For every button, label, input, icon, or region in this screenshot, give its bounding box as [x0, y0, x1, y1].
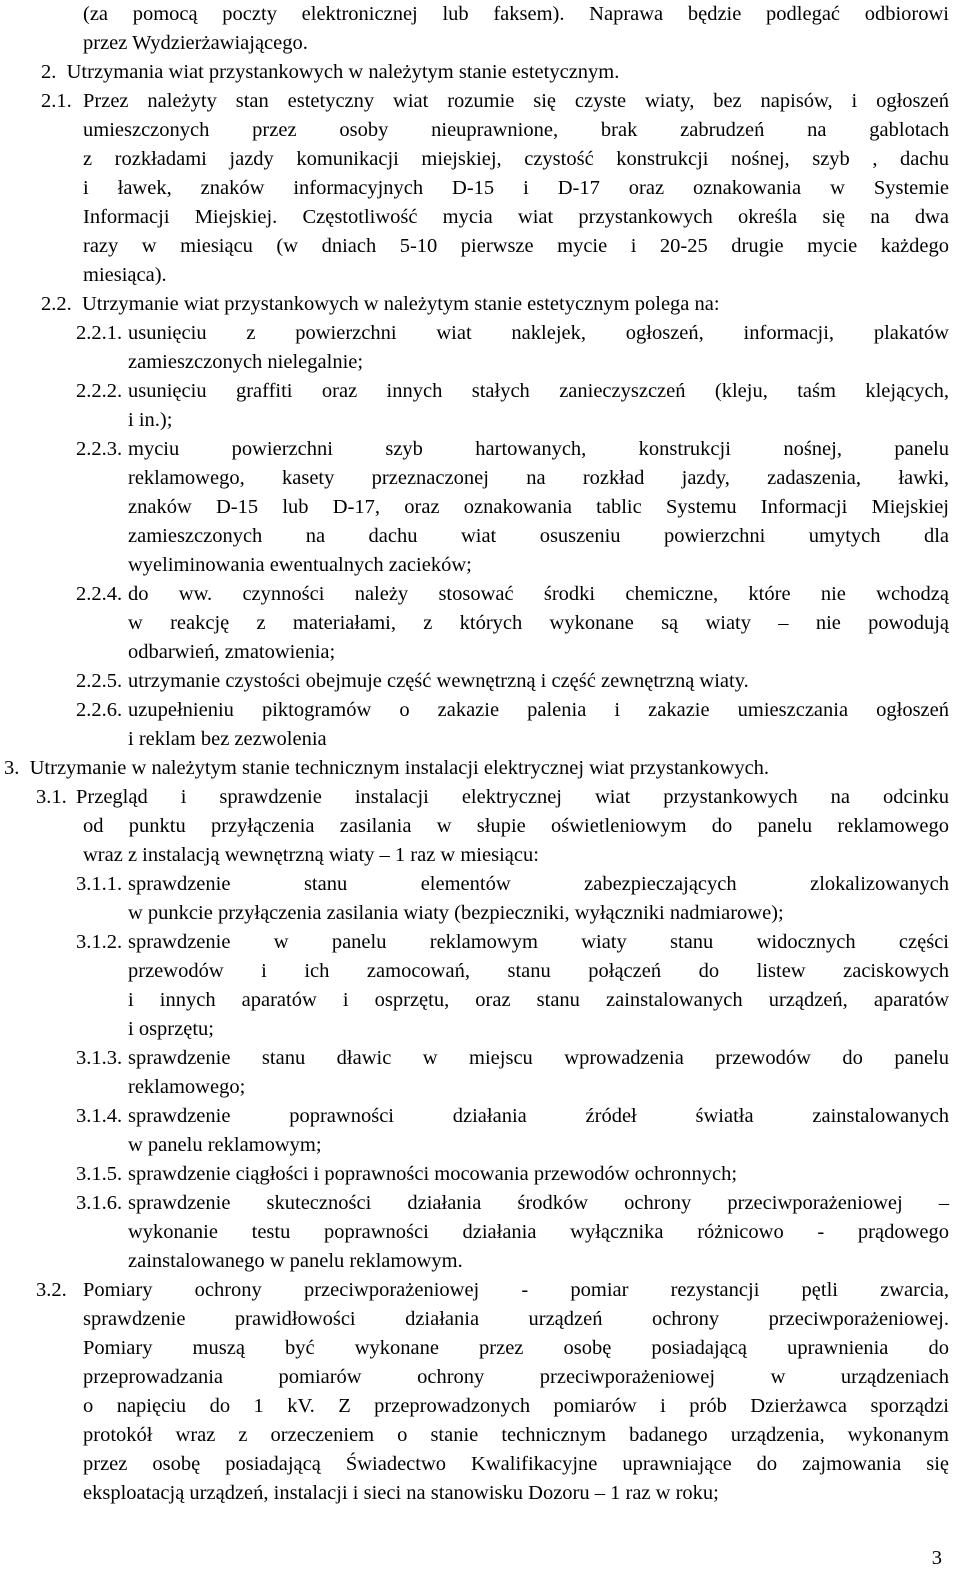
text-line: 2.1.: [41, 90, 72, 112]
text-line: w punkcie przyłączenia zasilania wiaty (bezpieczniki, wyłączniki nadmiarowe);: [128, 902, 784, 924]
text-line: wyeliminowania ewentualnych zacieków;: [128, 554, 472, 576]
text-line: myciu powierzchni szyb hartowanych, konstrukcji nośnej, panelu: [128, 438, 949, 460]
text-line: i osprzętu;: [128, 1018, 214, 1040]
text-line: utrzymanie czystości obejmuje część wewnętrzną i część zewnętrzną wiaty.: [128, 670, 749, 692]
text-line: protokół wraz z orzeczeniem o stanie technicznym badanego urządzenia, wykonanym: [83, 1424, 949, 1446]
text-line: usunięciu graffiti oraz innych stałych zanieczyszczeń (kleju, taśm klejących,: [128, 380, 949, 402]
text-line: wykonanie testu poprawności działania wyłącznika różnicowo - prądowego: [128, 1221, 949, 1243]
text-line: przez osobę posiadającą Świadectwo Kwalifikacyjne uprawniające do zajmowania się: [83, 1453, 949, 1475]
text-line: 2.2.3.: [76, 438, 123, 460]
text-line: o napięciu do 1 kV. Z przeprowadzonych pomiarów i prób Dzierżawca sporządzi: [83, 1395, 949, 1417]
text-line: razy w miesiącu (w dniach 5-10 pierwsze mycie i 20-25 drugie mycie każdego: [83, 235, 949, 257]
text-line: zamieszczonych nielegalnie;: [128, 351, 364, 373]
text-line: sprawdzenie ciągłości i poprawności mocowania przewodów ochronnych;: [128, 1163, 738, 1185]
text-line: i reklam bez zezwolenia: [128, 728, 327, 750]
text-line: umieszczonych przez osoby nieuprawnione, brak zabrudzeń na gablotach: [83, 119, 949, 141]
text-line: reklamowego, kasety przeznaczonej na rozkład jazdy, zadaszenia, ławki,: [128, 467, 949, 489]
text-line: uzupełnieniu piktogramów o zakazie palenia i zakazie umieszczania ogłoszeń: [128, 699, 949, 721]
text-line: i in.);: [128, 409, 173, 431]
text-line: 3.1.4.: [76, 1105, 123, 1127]
text-line: 2. Utrzymania wiat przystankowych w należytym stanie estetycznym.: [41, 61, 620, 83]
text-line: sprawdzenie stanu elementów zabezpieczających zlokalizowanych: [128, 873, 949, 895]
text-line: sprawdzenie stanu dławic w miejscu wprowadzenia przewodów do panelu: [128, 1047, 949, 1069]
text-line: przewodów i ich zamocowań, stanu połączeń do listew zaciskowych: [128, 960, 949, 982]
text-line: 2.2. Utrzymanie wiat przystankowych w należytym stanie estetycznym polega na:: [41, 293, 720, 315]
text-line: 3.1.5.: [76, 1163, 123, 1185]
text-line: przez Wydzierżawiającego.: [83, 32, 308, 54]
text-line: Pomiary ochrony przeciwporażeniowej - pomiar rezystancji pętli zwarcia,: [83, 1279, 949, 1301]
text-line: od punktu przyłączenia zasilania w słupie oświetleniowym do panelu reklamowego: [83, 815, 949, 837]
text-line: w reakcję z materiałami, z których wykonane są wiaty – nie powodują: [128, 612, 949, 634]
text-line: 2.2.4.: [76, 583, 123, 605]
text-line: eksploatacją urządzeń, instalacji i sieci na stanowisku Dozoru – 1 raz w roku;: [83, 1482, 719, 1504]
text-line: 3.1.1.: [76, 873, 123, 895]
text-line: 2.2.6.: [76, 699, 123, 721]
text-line: 3.1.6.: [76, 1192, 123, 1214]
text-line: przeprowadzania pomiarów ochrony przeciwporażeniowej w urządzeniach: [83, 1366, 949, 1388]
text-line: zamieszczonych na dachu wiat osuszeniu powierzchni umytych dla: [128, 525, 949, 547]
text-line: 2.2.1.: [76, 322, 123, 344]
text-line: 3.2.: [36, 1279, 67, 1301]
text-line: usunięciu z powierzchni wiat naklejek, ogłoszeń, informacji, plakatów: [128, 322, 949, 344]
text-line: miesiąca).: [83, 264, 167, 286]
text-line: znaków D-15 lub D-17, oraz oznakowania tablic Systemu Informacji Miejskiej: [128, 496, 949, 518]
text-line: sprawdzenie w panelu reklamowym wiaty stanu widocznych części: [128, 931, 949, 953]
text-line: sprawdzenie skuteczności działania środków ochrony przeciwporażeniowej –: [128, 1192, 949, 1214]
text-line: sprawdzenie prawidłowości działania urządzeń ochrony przeciwporażeniowej.: [83, 1308, 949, 1330]
page-number: 3: [931, 1547, 942, 1569]
text-line: 2.2.5.: [76, 670, 123, 692]
text-line: wraz z instalacją wewnętrzną wiaty – 1 raz w miesiącu:: [83, 844, 539, 866]
text-line: sprawdzenie poprawności działania źródeł światła zainstalowanych: [128, 1105, 949, 1127]
text-line: Informacji Miejskiej. Częstotliwość mycia wiat przystankowych określa się na dwa: [83, 206, 949, 228]
text-line: 3.1.: [36, 786, 67, 808]
text-line: (za pomocą poczty elektronicznej lub faksem). Naprawa będzie podlegać odbiorowi: [83, 3, 949, 25]
text-line: Przegląd i sprawdzenie instalacji elektrycznej wiat przystankowych na odcinku: [76, 786, 949, 808]
text-line: Przez należyty stan estetyczny wiat rozumie się czyste wiaty, bez napisów, i ogłoszeń: [83, 90, 949, 112]
text-line: i ławek, znaków informacyjnych D-15 i D-17 oraz oznakowania w Systemie: [83, 177, 949, 199]
text-line: 2.2.2.: [76, 380, 123, 402]
text-line: reklamowego;: [128, 1076, 246, 1098]
text-line: zainstalowanego w panelu reklamowym.: [128, 1250, 463, 1272]
text-line: odbarwień, zmatowienia;: [128, 641, 336, 663]
text-line: Pomiary muszą być wykonane przez osobę posiadającą uprawnienia do: [83, 1337, 949, 1359]
text-line: 3.1.3.: [76, 1047, 123, 1069]
text-line: z rozkładami jazdy komunikacji miejskiej, czystość konstrukcji nośnej, szyb , dachu: [83, 148, 949, 170]
text-line: 3.1.2.: [76, 931, 123, 953]
text-line: w panelu reklamowym;: [128, 1134, 322, 1156]
text-line: i innych aparatów i osprzętu, oraz stanu zainstalowanych urządzeń, aparatów: [128, 989, 949, 1011]
text-line: 3. Utrzymanie w należytym stanie technicznym instalacji elektrycznej wiat przystankowych.: [4, 757, 770, 779]
text-line: do ww. czynności należy stosować środki chemiczne, które nie wchodzą: [128, 583, 949, 605]
